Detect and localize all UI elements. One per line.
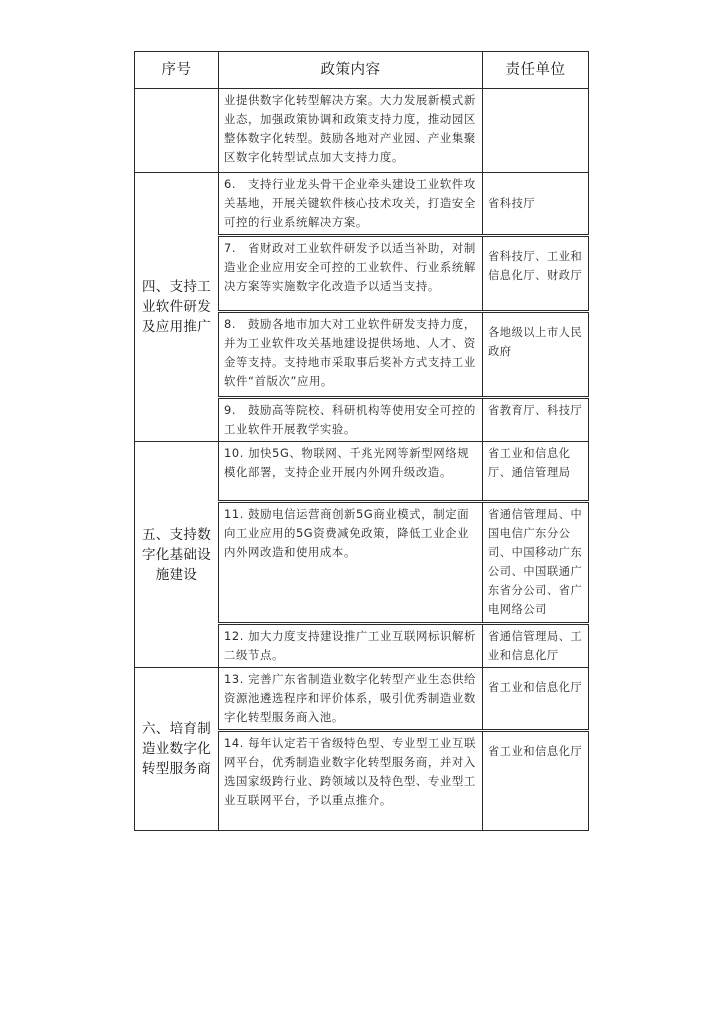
policy-content-continued: 业提供数字化转型解决方案。大力发展新模式新业态，加强政策协调和政策支持力度，推动园区整体数字化转型。鼓励各地对产业园、产业集聚区数字化转型试点加大支持力度。 [219, 89, 483, 173]
header-unit: 责任单位 [483, 52, 589, 89]
table-header-row [135, 52, 589, 89]
responsible-unit-9: 省教育厅、科技厅 [483, 398, 589, 442]
policy-item-7: 7. 省财政对工业软件研发予以适当补助，对制造业企业应用安全可控的工业软件、行业系统解决方案等实施数字化改造予以适当支持。 [219, 236, 483, 312]
policy-item-9: 9. 鼓励高等院校、科研机构等使用安全可控的工业软件开展教学实验。 [219, 398, 483, 442]
table-row [135, 668, 589, 731]
category-software: 四、支持工业软件研发及应用推广 [135, 173, 219, 442]
policy-item-11: 11. 鼓励电信运营商创新5G商业模式，制定面向工业应用的5G资费减免政策，降低工业企业内外网改造和使用成本。 [219, 502, 483, 624]
responsible-unit-8: 各地级以上市人民政府 [483, 312, 589, 398]
responsible-unit-13: 省工业和信息化厅 [483, 668, 589, 731]
category-infrastructure: 五、支持数字化基础设施建设 [135, 442, 219, 668]
policy-item-12: 12. 加大力度支持建设推广工业互联网标识解析二级节点。 [219, 624, 483, 668]
responsible-unit-11: 省通信管理局、中国电信广东分公司、中国移动广东公司、中国联通广东省分公司、省广电网络公司 [483, 502, 589, 624]
responsible-unit-6: 省科技厅 [483, 173, 589, 236]
responsible-unit-14: 省工业和信息化厅 [483, 731, 589, 831]
responsible-unit-7: 省科技厅、工业和信息化厅、财政厅 [483, 236, 589, 312]
header-seq: 序号 [135, 52, 219, 89]
policy-table [134, 51, 589, 831]
policy-item-14: 14. 每年认定若干省级特色型、专业型工业互联网平台，优秀制造业数字化转型服务商，并对入选国家级跨行业、跨领域以及特色型、专业型工业互联网平台，予以重点推介。 [219, 731, 483, 831]
responsible-unit-10: 省工业和信息化厅、通信管理局 [483, 442, 589, 502]
policy-item-8: 8. 鼓励各地市加大对工业软件研发支持力度，并为工业软件攻关基地建设提供场地、人才、资金等支持。支持地市采取事后奖补方式支持工业软件“首版次”应用。 [219, 312, 483, 398]
table-row [135, 89, 589, 173]
policy-item-10: 10. 加快5G、物联网、千兆光网等新型网络规模化部署，支持企业开展内外网升级改造。 [219, 442, 483, 502]
table-row [135, 173, 589, 236]
responsible-unit-12: 省通信管理局、工业和信息化厅 [483, 624, 589, 668]
responsible-unit-empty [483, 89, 589, 173]
policy-item-13: 13. 完善广东省制造业数字化转型产业生态供给资源池遴选程序和评价体系，吸引优秀制造业数字化转型服务商入池。 [219, 668, 483, 731]
category-cell-empty [135, 89, 219, 173]
table-row [135, 442, 589, 502]
header-content: 政策内容 [219, 52, 483, 89]
category-service-provider: 六、培育制造业数字化转型服务商 [135, 668, 219, 831]
policy-item-6: 6. 支持行业龙头骨干企业牵头建设工业软件攻关基地，开展关键软件核心技术攻关，打造安全可控的行业系统解决方案。 [219, 173, 483, 236]
